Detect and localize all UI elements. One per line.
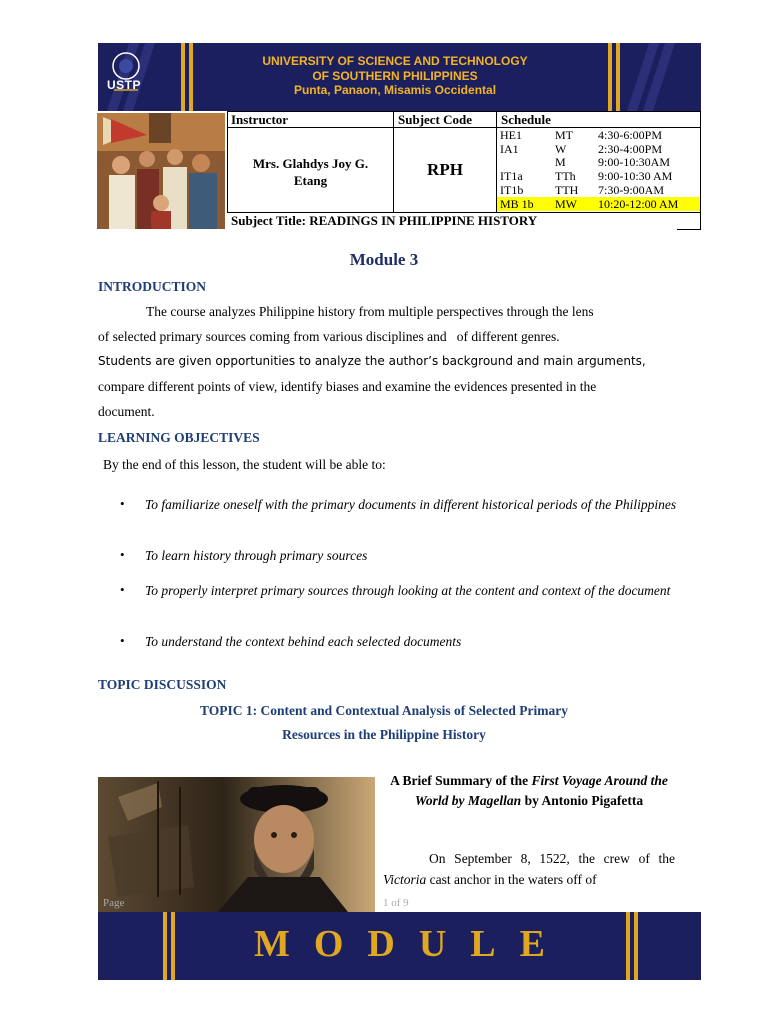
- schedule-days: TTh: [555, 169, 576, 184]
- table-rule: [677, 229, 701, 230]
- gold-stripe: [608, 43, 612, 111]
- schedule-days: TTH: [555, 182, 579, 197]
- bullet-icon: •: [120, 633, 125, 648]
- introduction-paragraph: [98, 299, 676, 424]
- schedule-days: MT: [555, 128, 573, 142]
- instructor-name-line-1: Mrs. Glahdys Joy G.: [252, 156, 369, 171]
- schedule-time: 4:30-6:00PM: [598, 128, 663, 142]
- gold-stripe: [616, 43, 620, 111]
- logo-text: USTP: [106, 78, 141, 92]
- schedule-section: HE1: [500, 128, 522, 142]
- schedule-days: MW: [555, 196, 577, 211]
- ustp-logo-icon: [106, 50, 146, 104]
- summary-title-author: by Antonio Pigafetta: [521, 793, 644, 808]
- topic-title-line-1: TOPIC 1: Content and Contextual Analysis of Selected Primary: [200, 703, 568, 718]
- introduction-line: document.: [98, 404, 155, 419]
- magellan-portrait-image: [98, 777, 375, 912]
- university-address: Punta, Panaon, Misamis Occidental: [293, 83, 497, 97]
- page-label: Page: [103, 897, 125, 909]
- summary-title-italic: First Voyage Around the World by Magellan: [414, 773, 668, 808]
- instructor-name-line-2: Etang: [293, 173, 328, 188]
- summary-body-text: On September 8, 1522, the crew of the: [429, 851, 675, 866]
- schedule-time: 10:20-12:00 AM: [598, 196, 679, 211]
- university-name: [235, 54, 555, 98]
- bullet-icon: •: [120, 496, 125, 511]
- schedule-days: W: [555, 141, 567, 156]
- subject-title: Subject Title: READINGS IN PHILIPPINE HISTORY: [231, 213, 538, 228]
- university-line-2: OF SOUTHERN PHILIPPINES: [312, 68, 478, 83]
- footer-banner: [98, 912, 701, 980]
- gold-stripe: [189, 43, 193, 111]
- schedule-label: Schedule: [501, 112, 551, 127]
- schedule-section: IT1b: [500, 182, 524, 197]
- instructor-name: [228, 155, 393, 189]
- introduction-heading: INTRODUCTION: [98, 279, 207, 294]
- learning-objectives-heading: LEARNING OBJECTIVES: [98, 430, 260, 445]
- bullet-icon: •: [120, 547, 125, 562]
- historical-painting-image: [97, 113, 225, 229]
- footer-module-word: MODULE: [254, 923, 569, 965]
- introduction-line: The course analyzes Philippine history from multiple perspectives through the lens: [146, 304, 594, 319]
- subject-code-value: RPH: [427, 160, 463, 179]
- instructor-label: Instructor: [231, 112, 289, 127]
- schedule-section: IT1a: [500, 169, 523, 184]
- bullet-icon: •: [120, 582, 125, 597]
- summary-title-text: A Brief Summary of the: [390, 773, 532, 788]
- summary-body-text: cast anchor in the waters off of: [426, 872, 597, 887]
- schedule-section: MB 1b: [500, 196, 534, 211]
- summary-body: [383, 848, 675, 890]
- university-line-1: UNIVERSITY OF SCIENCE AND TECHNOLOGY: [262, 54, 528, 68]
- topic-title-line-2: Resources in the Philippine History: [282, 727, 486, 742]
- objectives-lead: By the end of this lesson, the student will be able to:: [103, 457, 386, 472]
- objective-item: To properly interpret primary sources through looking at the content and context of the document: [145, 583, 671, 598]
- summary-title: [383, 771, 675, 811]
- introduction-line: compare different points of view, identify biases and examine the evidences presented in the: [98, 379, 597, 394]
- module-title: Module 3: [349, 250, 419, 269]
- schedule-section: IA1: [500, 141, 519, 156]
- page-number: 1 of 9: [383, 897, 409, 909]
- schedule-time: 7:30-9:00AM: [598, 182, 664, 197]
- introduction-line: Students are given opportunities to analyze the author’s background and main arguments,: [98, 354, 646, 368]
- topic-discussion-heading: TOPIC DISCUSSION: [98, 677, 227, 692]
- schedule-time: 9:00-10:30AM: [598, 155, 670, 170]
- schedule-time: 2:30-4:00PM: [598, 141, 663, 156]
- summary-body-italic: Victoria: [383, 872, 427, 887]
- objective-item: To understand the context behind each selected documents: [145, 634, 462, 649]
- table-rule: [700, 111, 701, 230]
- objective-item: To familiarize oneself with the primary documents in different historical periods of the Philippines: [145, 497, 677, 512]
- objective-item: To learn history through primary sources: [145, 548, 368, 563]
- gold-stripe: [181, 43, 185, 111]
- subject-code-label: Subject Code: [398, 112, 473, 127]
- schedule-time: 9:00-10:30 AM: [598, 169, 673, 184]
- introduction-line: of selected primary sources coming from various disciplines and of different genres.: [98, 329, 560, 344]
- schedule-days: M: [555, 155, 566, 170]
